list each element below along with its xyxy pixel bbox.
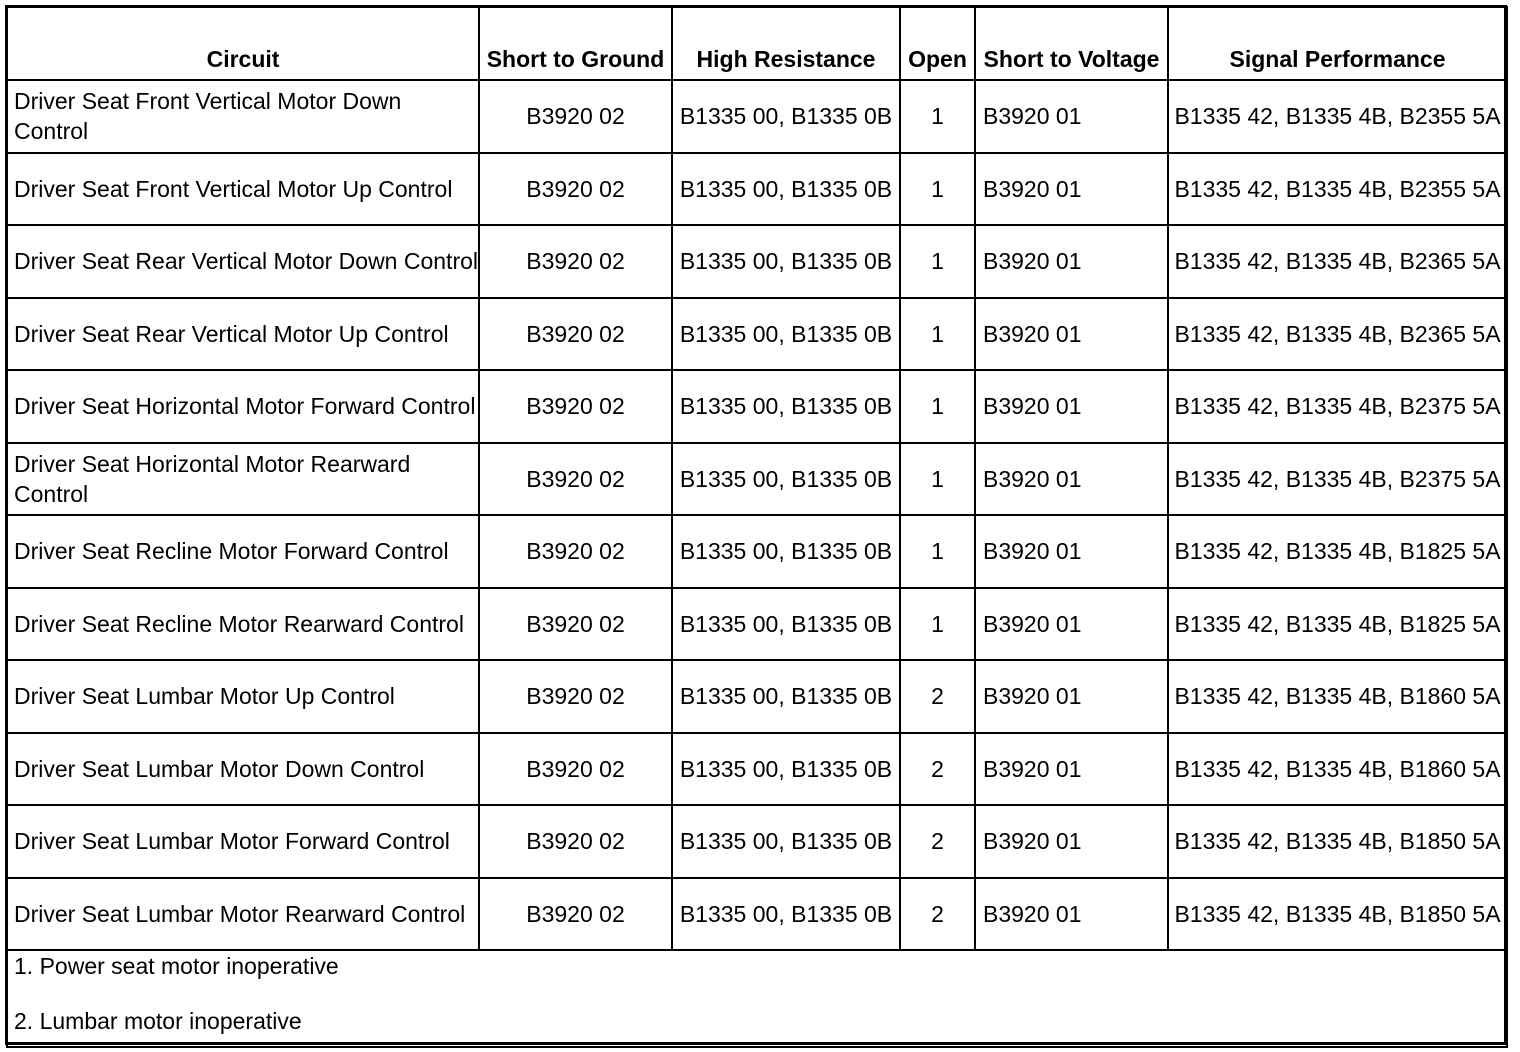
cell-high-resistance: B1335 00, B1335 0B [672, 660, 900, 733]
cell-short-to-voltage: B3920 01 [975, 588, 1168, 661]
cell-short-to-ground: B3920 02 [479, 370, 672, 443]
cell-circuit: Driver Seat Rear Vertical Motor Down Control [7, 225, 479, 298]
header-open: Open [900, 7, 975, 80]
cell-short-to-voltage: B3920 01 [975, 805, 1168, 878]
cell-open: 2 [900, 733, 975, 806]
cell-short-to-voltage: B3920 01 [975, 153, 1168, 226]
cell-high-resistance: B1335 00, B1335 0B [672, 805, 900, 878]
cell-open: 1 [900, 153, 975, 226]
cell-high-resistance: B1335 00, B1335 0B [672, 443, 900, 516]
cell-signal-performance: B1335 42, B1335 4B, B2355 5A [1168, 80, 1507, 153]
note-2: 2. Lumbar motor inoperative [14, 1008, 302, 1034]
cell-short-to-voltage: B3920 01 [975, 443, 1168, 516]
cell-circuit: Driver Seat Lumbar Motor Down Control [7, 733, 479, 806]
table-row [7, 515, 1507, 588]
cell-high-resistance: B1335 00, B1335 0B [672, 878, 900, 951]
cell-short-to-voltage: B3920 01 [975, 733, 1168, 806]
cell-circuit: Driver Seat Horizontal Motor Forward Control [7, 370, 479, 443]
cell-high-resistance: B1335 00, B1335 0B [672, 225, 900, 298]
cell-signal-performance: B1335 42, B1335 4B, B1850 5A [1168, 805, 1507, 878]
cell-short-to-voltage: B3920 01 [975, 298, 1168, 371]
table-row [7, 298, 1507, 371]
cell-short-to-voltage: B3920 01 [975, 80, 1168, 153]
note-1: 1. Power seat motor inoperative [14, 953, 339, 979]
cell-signal-performance: B1335 42, B1335 4B, B2355 5A [1168, 153, 1507, 226]
cell-short-to-ground: B3920 02 [479, 660, 672, 733]
cell-short-to-ground: B3920 02 [479, 515, 672, 588]
table-row [7, 80, 1507, 153]
table-row [7, 370, 1507, 443]
cell-high-resistance: B1335 00, B1335 0B [672, 370, 900, 443]
header-signal-performance: Signal Performance [1168, 7, 1507, 80]
cell-circuit: Driver Seat Lumbar Motor Rearward Control [7, 878, 479, 951]
cell-open: 1 [900, 370, 975, 443]
table-row [7, 878, 1507, 951]
cell-circuit: Driver Seat Recline Motor Rearward Control [7, 588, 479, 661]
cell-open: 2 [900, 805, 975, 878]
cell-signal-performance: B1335 42, B1335 4B, B1860 5A [1168, 660, 1507, 733]
cell-signal-performance: B1335 42, B1335 4B, B1825 5A [1168, 588, 1507, 661]
cell-short-to-ground: B3920 02 [479, 443, 672, 516]
cell-high-resistance: B1335 00, B1335 0B [672, 515, 900, 588]
table-row [7, 588, 1507, 661]
cell-short-to-voltage: B3920 01 [975, 225, 1168, 298]
cell-short-to-ground: B3920 02 [479, 298, 672, 371]
cell-circuit: Driver Seat Front Vertical Motor Up Control [7, 153, 479, 226]
cell-short-to-voltage: B3920 01 [975, 660, 1168, 733]
header-short-to-ground: Short to Ground [479, 7, 672, 80]
table-row [7, 225, 1507, 298]
cell-open: 1 [900, 225, 975, 298]
cell-circuit: Driver Seat Rear Vertical Motor Up Control [7, 298, 479, 371]
notes-row [7, 950, 1507, 1047]
cell-short-to-ground: B3920 02 [479, 733, 672, 806]
cell-signal-performance: B1335 42, B1335 4B, B2375 5A [1168, 443, 1507, 516]
header-circuit: Circuit [7, 7, 479, 80]
cell-short-to-ground: B3920 02 [479, 153, 672, 226]
cell-short-to-voltage: B3920 01 [975, 515, 1168, 588]
cell-high-resistance: B1335 00, B1335 0B [672, 153, 900, 226]
cell-short-to-ground: B3920 02 [479, 878, 672, 951]
table-row [7, 660, 1507, 733]
dtc-table [6, 6, 1508, 1048]
cell-open: 1 [900, 588, 975, 661]
cell-open: 1 [900, 80, 975, 153]
cell-signal-performance: B1335 42, B1335 4B, B2365 5A [1168, 225, 1507, 298]
cell-short-to-ground: B3920 02 [479, 805, 672, 878]
table-row [7, 153, 1507, 226]
cell-high-resistance: B1335 00, B1335 0B [672, 298, 900, 371]
cell-signal-performance: B1335 42, B1335 4B, B1850 5A [1168, 878, 1507, 951]
cell-signal-performance: B1335 42, B1335 4B, B1825 5A [1168, 515, 1507, 588]
header-row [7, 7, 1507, 80]
table-row [7, 805, 1507, 878]
table-row [7, 443, 1507, 516]
cell-signal-performance: B1335 42, B1335 4B, B1860 5A [1168, 733, 1507, 806]
cell-high-resistance: B1335 00, B1335 0B [672, 80, 900, 153]
cell-short-to-ground: B3920 02 [479, 588, 672, 661]
cell-circuit: Driver Seat Front Vertical Motor Down Control [7, 80, 479, 153]
cell-short-to-ground: B3920 02 [479, 80, 672, 153]
cell-circuit: Driver Seat Recline Motor Forward Control [7, 515, 479, 588]
header-high-resistance: High Resistance [672, 7, 900, 80]
cell-signal-performance: B1335 42, B1335 4B, B2375 5A [1168, 370, 1507, 443]
cell-high-resistance: B1335 00, B1335 0B [672, 733, 900, 806]
cell-short-to-ground: B3920 02 [479, 225, 672, 298]
header-short-to-voltage: Short to Voltage [975, 7, 1168, 80]
cell-circuit: Driver Seat Lumbar Motor Up Control [7, 660, 479, 733]
cell-open: 2 [900, 660, 975, 733]
cell-signal-performance: B1335 42, B1335 4B, B2365 5A [1168, 298, 1507, 371]
cell-high-resistance: B1335 00, B1335 0B [672, 588, 900, 661]
cell-open: 2 [900, 878, 975, 951]
cell-short-to-voltage: B3920 01 [975, 878, 1168, 951]
table-row [7, 733, 1507, 806]
cell-open: 1 [900, 298, 975, 371]
cell-open: 1 [900, 515, 975, 588]
cell-circuit: Driver Seat Horizontal Motor Rearward Control [7, 443, 479, 516]
cell-open: 1 [900, 443, 975, 516]
notes-cell [7, 950, 1507, 1047]
cell-short-to-voltage: B3920 01 [975, 370, 1168, 443]
cell-circuit: Driver Seat Lumbar Motor Forward Control [7, 805, 479, 878]
